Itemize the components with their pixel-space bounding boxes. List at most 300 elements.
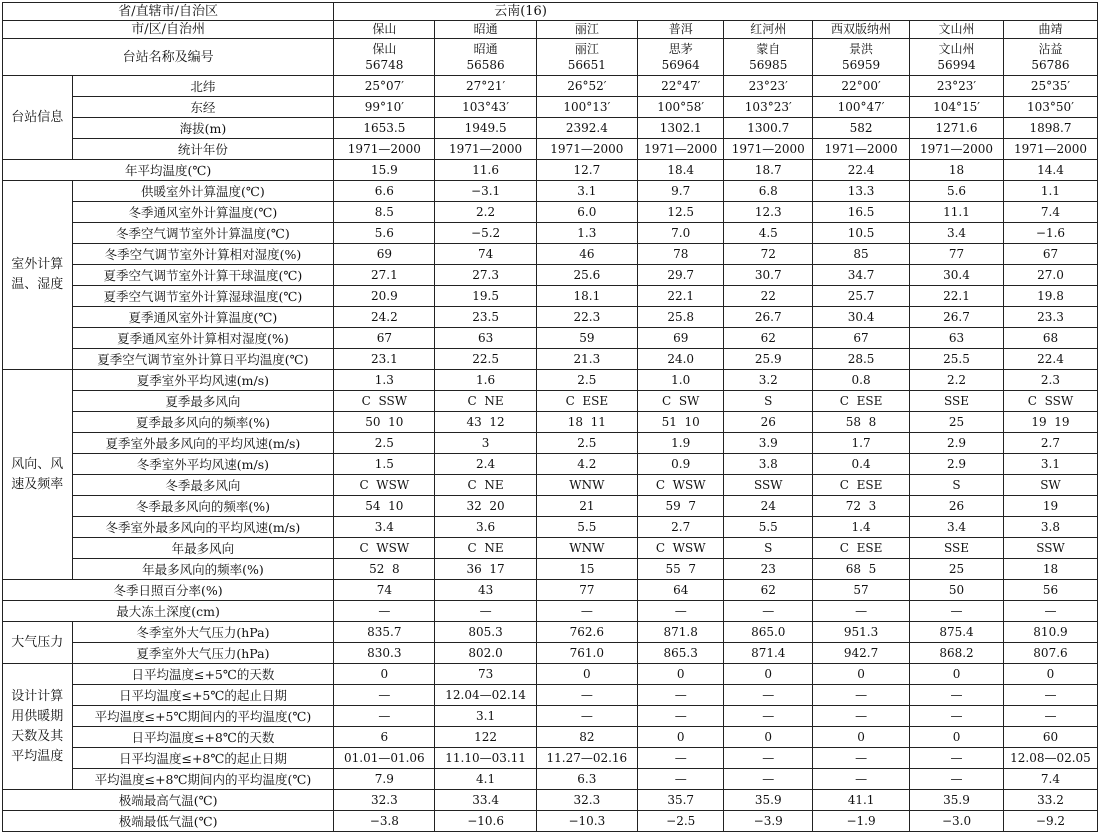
row-label: 夏季室外最多风向的平均风速(m/s) <box>72 433 334 454</box>
row-label: 夏季最多风向 <box>72 391 334 412</box>
station-id: 56651 <box>567 58 606 72</box>
row-label: 冬季最多风向 <box>72 475 334 496</box>
value-cell: 1971—2000 <box>536 139 637 160</box>
value-cell: 59 7 <box>637 496 723 517</box>
value-cell: 6.8 <box>724 181 813 202</box>
value-cell: — <box>724 685 813 706</box>
row-label: 海拔(m) <box>72 118 334 139</box>
value-cell: 23°23′ <box>910 76 1004 97</box>
value-cell: 30.4 <box>813 307 910 328</box>
value-cell: 26 <box>910 496 1004 517</box>
city-cell: 普洱 <box>637 21 723 39</box>
value-cell: 1.3 <box>334 370 435 391</box>
value-cell: — <box>637 769 723 790</box>
value-cell: 3.1 <box>536 181 637 202</box>
value-cell: 761.0 <box>536 643 637 664</box>
data-row <box>3 748 1098 769</box>
value-cell: 3.9 <box>724 433 813 454</box>
data-row <box>3 286 1098 307</box>
row-label: 冬季室外大气压力(hPa) <box>72 622 334 643</box>
station-id: 56994 <box>937 58 976 72</box>
value-cell: S <box>724 391 813 412</box>
city-cell: 昭通 <box>435 21 536 39</box>
value-cell: — <box>536 706 637 727</box>
value-cell: 6.3 <box>536 769 637 790</box>
data-row <box>3 97 1098 118</box>
value-cell: 103°50′ <box>1003 97 1097 118</box>
value-cell: 32 20 <box>435 496 536 517</box>
data-row <box>3 160 1098 181</box>
value-cell: C ESE <box>813 538 910 559</box>
value-cell: 6.6 <box>334 181 435 202</box>
data-row <box>3 244 1098 265</box>
value-cell: 72 3 <box>813 496 910 517</box>
value-cell: 12.04—02.14 <box>435 685 536 706</box>
data-row <box>3 181 1098 202</box>
value-cell: 22°00′ <box>813 76 910 97</box>
value-cell: 1971—2000 <box>910 139 1004 160</box>
value-cell: 25.5 <box>910 349 1004 370</box>
value-cell: 2.5 <box>334 433 435 454</box>
row-label: 夏季最多风向的频率(%) <box>72 412 334 433</box>
value-cell: 32.3 <box>334 790 435 811</box>
value-cell: C WSW <box>334 538 435 559</box>
province-value: 云南(16) <box>334 3 1098 21</box>
value-cell: C WSW <box>637 538 723 559</box>
value-cell: 0 <box>910 727 1004 748</box>
value-cell: 50 10 <box>334 412 435 433</box>
row-label: 日平均温度≤+5℃的天数 <box>72 664 334 685</box>
value-cell: SSE <box>910 538 1004 559</box>
row-label: 日平均温度≤+8℃的天数 <box>72 727 334 748</box>
value-cell: 4.1 <box>435 769 536 790</box>
value-cell: 21 <box>536 496 637 517</box>
value-cell: 942.7 <box>813 643 910 664</box>
value-cell: 22.4 <box>1003 349 1097 370</box>
station-name: 昭通 <box>473 42 498 56</box>
value-cell: 1.4 <box>813 517 910 538</box>
value-cell: 11.6 <box>435 160 536 181</box>
value-cell: 103°43′ <box>435 97 536 118</box>
value-cell: 19 <box>1003 496 1097 517</box>
station-name: 丽江 <box>574 42 599 56</box>
value-cell: — <box>910 748 1004 769</box>
value-cell: 26 <box>724 412 813 433</box>
value-cell: 68 5 <box>813 559 910 580</box>
value-cell: 805.3 <box>435 622 536 643</box>
row-label: 冬季最多风向的频率(%) <box>72 496 334 517</box>
value-cell: 8.5 <box>334 202 435 223</box>
row-label: 极端最高气温(℃) <box>3 790 334 811</box>
value-cell: 25.6 <box>536 265 637 286</box>
value-cell: 68 <box>1003 328 1097 349</box>
value-cell: 2.9 <box>910 433 1004 454</box>
value-cell: 1.6 <box>435 370 536 391</box>
value-cell: 1300.7 <box>724 118 813 139</box>
value-cell: — <box>1003 601 1097 622</box>
value-cell: 2.7 <box>637 517 723 538</box>
value-cell: 0.8 <box>813 370 910 391</box>
value-cell: 18.1 <box>536 286 637 307</box>
value-cell: — <box>910 601 1004 622</box>
value-cell: 12.7 <box>536 160 637 181</box>
value-cell: 67 <box>813 328 910 349</box>
value-cell: 62 <box>724 328 813 349</box>
row-label: 东经 <box>72 97 334 118</box>
value-cell: 78 <box>637 244 723 265</box>
value-cell: WNW <box>536 538 637 559</box>
station-name: 思茅 <box>668 42 693 56</box>
value-cell: 875.4 <box>910 622 1004 643</box>
value-cell: SSE <box>910 391 1004 412</box>
value-cell: −10.6 <box>435 811 536 832</box>
value-cell: 27°21′ <box>435 76 536 97</box>
data-row <box>3 307 1098 328</box>
value-cell: 67 <box>1003 244 1097 265</box>
value-cell: 11.27—02.16 <box>536 748 637 769</box>
value-cell: 58 8 <box>813 412 910 433</box>
value-cell: 2.7 <box>1003 433 1097 454</box>
data-row <box>3 475 1098 496</box>
value-cell: 27.1 <box>334 265 435 286</box>
value-cell: 1.3 <box>536 223 637 244</box>
value-cell: 22°47′ <box>637 76 723 97</box>
value-cell: 865.0 <box>724 622 813 643</box>
value-cell: — <box>1003 685 1097 706</box>
station-id: 56985 <box>749 58 788 72</box>
data-row <box>3 265 1098 286</box>
value-cell: — <box>1003 706 1097 727</box>
row-label: 平均温度≤+5℃期间内的平均温度(℃) <box>72 706 334 727</box>
row-label: 日平均温度≤+8℃的起止日期 <box>72 748 334 769</box>
value-cell: 82 <box>536 727 637 748</box>
data-row <box>3 622 1098 643</box>
value-cell: 5.5 <box>536 517 637 538</box>
value-cell: −10.3 <box>536 811 637 832</box>
value-cell: 871.8 <box>637 622 723 643</box>
value-cell: 810.9 <box>1003 622 1097 643</box>
value-cell: 22.1 <box>910 286 1004 307</box>
value-cell: 0 <box>910 664 1004 685</box>
value-cell: 3.8 <box>1003 517 1097 538</box>
station-id: 56959 <box>841 58 881 72</box>
station-id: 56748 <box>365 58 404 72</box>
station-cell <box>536 39 637 76</box>
value-cell: 30.7 <box>724 265 813 286</box>
province-label: 省/直辖市/自治区 <box>3 3 334 21</box>
value-cell: 12.3 <box>724 202 813 223</box>
value-cell: 0.9 <box>637 454 723 475</box>
value-cell: 74 <box>435 244 536 265</box>
value-cell: C ESE <box>536 391 637 412</box>
value-cell: 25 <box>910 412 1004 433</box>
value-cell: — <box>435 601 536 622</box>
value-cell: 1971—2000 <box>1003 139 1097 160</box>
city-cell: 曲靖 <box>1003 21 1097 39</box>
value-cell: 1971—2000 <box>813 139 910 160</box>
value-cell: SSW <box>724 475 813 496</box>
value-cell: 3.1 <box>1003 454 1097 475</box>
station-row <box>3 39 1098 76</box>
data-row <box>3 769 1098 790</box>
data-row <box>3 349 1098 370</box>
row-label: 冬季空气调节室外计算温度(℃) <box>72 223 334 244</box>
value-cell: 29.7 <box>637 265 723 286</box>
value-cell: 23.5 <box>435 307 536 328</box>
value-cell: 830.3 <box>334 643 435 664</box>
value-cell: 582 <box>813 118 910 139</box>
row-label: 供暖室外计算温度(℃) <box>72 181 334 202</box>
value-cell: — <box>910 769 1004 790</box>
value-cell: −3.8 <box>334 811 435 832</box>
value-cell: −3.9 <box>724 811 813 832</box>
value-cell: 60 <box>1003 727 1097 748</box>
value-cell: 34.7 <box>813 265 910 286</box>
value-cell: 01.01—01.06 <box>334 748 435 769</box>
value-cell: C NE <box>435 538 536 559</box>
value-cell: C SW <box>637 391 723 412</box>
value-cell: 0 <box>637 664 723 685</box>
value-cell: — <box>334 685 435 706</box>
value-cell: 15 <box>536 559 637 580</box>
row-label: 最大冻土深度(cm) <box>3 601 334 622</box>
value-cell: 5.6 <box>334 223 435 244</box>
data-row <box>3 643 1098 664</box>
value-cell: 22.4 <box>813 160 910 181</box>
value-cell: 1302.1 <box>637 118 723 139</box>
value-cell: — <box>724 706 813 727</box>
value-cell: 18 11 <box>536 412 637 433</box>
value-cell: 3.2 <box>724 370 813 391</box>
value-cell: 23 <box>724 559 813 580</box>
value-cell: C ESE <box>813 475 910 496</box>
value-cell: 25.9 <box>724 349 813 370</box>
value-cell: 20.9 <box>334 286 435 307</box>
data-row <box>3 727 1098 748</box>
value-cell: 59 <box>536 328 637 349</box>
value-cell: 865.3 <box>637 643 723 664</box>
station-id: 56586 <box>466 58 505 72</box>
value-cell: 951.3 <box>813 622 910 643</box>
row-label: 统计年份 <box>72 139 334 160</box>
value-cell: 23°23′ <box>724 76 813 97</box>
value-cell: 18 <box>910 160 1004 181</box>
value-cell: 1971—2000 <box>724 139 813 160</box>
group-label: 台站信息 <box>3 76 73 160</box>
value-cell: SSW <box>1003 538 1097 559</box>
value-cell: 43 <box>435 580 536 601</box>
row-label: 冬季日照百分率(%) <box>3 580 334 601</box>
value-cell: 2392.4 <box>536 118 637 139</box>
value-cell: 26.7 <box>910 307 1004 328</box>
data-row <box>3 706 1098 727</box>
value-cell: 55 7 <box>637 559 723 580</box>
group-label: 大气压力 <box>3 622 73 664</box>
row-label: 极端最低气温(℃) <box>3 811 334 832</box>
row-label: 夏季通风室外计算温度(℃) <box>72 307 334 328</box>
value-cell: — <box>637 601 723 622</box>
value-cell: — <box>724 769 813 790</box>
value-cell: 1.5 <box>334 454 435 475</box>
value-cell: 3.4 <box>910 223 1004 244</box>
value-cell: 15.9 <box>334 160 435 181</box>
value-cell: 9.7 <box>637 181 723 202</box>
value-cell: 72 <box>724 244 813 265</box>
station-name: 景洪 <box>849 42 874 56</box>
value-cell: — <box>536 685 637 706</box>
row-label: 北纬 <box>72 76 334 97</box>
value-cell: 100°58′ <box>637 97 723 118</box>
station-id: 56964 <box>661 58 700 72</box>
value-cell: 18.7 <box>724 160 813 181</box>
station-name: 蒙自 <box>756 42 781 56</box>
value-cell: 69 <box>334 244 435 265</box>
value-cell: 1271.6 <box>910 118 1004 139</box>
data-row <box>3 517 1098 538</box>
data-row <box>3 685 1098 706</box>
station-name: 文山州 <box>938 42 975 56</box>
value-cell: 19 19 <box>1003 412 1097 433</box>
value-cell: 0 <box>637 727 723 748</box>
value-cell: 18.4 <box>637 160 723 181</box>
value-cell: 19.8 <box>1003 286 1097 307</box>
value-cell: 2.4 <box>435 454 536 475</box>
value-cell: 30.4 <box>910 265 1004 286</box>
row-label: 夏季空气调节室外计算湿球温度(℃) <box>72 286 334 307</box>
value-cell: 3.4 <box>910 517 1004 538</box>
value-cell: 0.4 <box>813 454 910 475</box>
value-cell: — <box>637 748 723 769</box>
value-cell: — <box>637 706 723 727</box>
city-cell: 保山 <box>334 21 435 39</box>
value-cell: 57 <box>813 580 910 601</box>
station-cell <box>334 39 435 76</box>
value-cell: — <box>910 685 1004 706</box>
value-cell: −9.2 <box>1003 811 1097 832</box>
row-label: 平均温度≤+8℃期间内的平均温度(℃) <box>72 769 334 790</box>
value-cell: 27.0 <box>1003 265 1097 286</box>
data-row <box>3 433 1098 454</box>
data-row <box>3 328 1098 349</box>
value-cell: 24 <box>724 496 813 517</box>
data-row <box>3 370 1098 391</box>
data-row <box>3 412 1098 433</box>
value-cell: 100°47′ <box>813 97 910 118</box>
value-cell: 1.1 <box>1003 181 1097 202</box>
value-cell: 28.5 <box>813 349 910 370</box>
value-cell: 3.8 <box>724 454 813 475</box>
value-cell: 0 <box>813 727 910 748</box>
value-cell: 22.1 <box>637 286 723 307</box>
row-label: 冬季室外平均风速(m/s) <box>72 454 334 475</box>
value-cell: 104°15′ <box>910 97 1004 118</box>
value-cell: 24.2 <box>334 307 435 328</box>
row-label: 夏季室外大气压力(hPa) <box>72 643 334 664</box>
value-cell: 21.3 <box>536 349 637 370</box>
city-row <box>3 21 1098 39</box>
row-label: 夏季通风室外计算相对湿度(%) <box>72 328 334 349</box>
city-cell: 红河州 <box>724 21 813 39</box>
province-row <box>3 3 1098 21</box>
value-cell: 835.7 <box>334 622 435 643</box>
station-cell <box>813 39 910 76</box>
data-row <box>3 223 1098 244</box>
value-cell: 25°35′ <box>1003 76 1097 97</box>
value-cell: 51 10 <box>637 412 723 433</box>
row-label: 冬季室外最多风向的平均风速(m/s) <box>72 517 334 538</box>
value-cell: 1.7 <box>813 433 910 454</box>
value-cell: 871.4 <box>724 643 813 664</box>
row-label: 年最多风向 <box>72 538 334 559</box>
data-row <box>3 790 1098 811</box>
value-cell: 0 <box>1003 664 1097 685</box>
value-cell: — <box>813 685 910 706</box>
value-cell: 2.5 <box>536 370 637 391</box>
data-row <box>3 202 1098 223</box>
value-cell: 22.3 <box>536 307 637 328</box>
row-label: 夏季空气调节室外计算日平均温度(℃) <box>72 349 334 370</box>
value-cell: 6.0 <box>536 202 637 223</box>
value-cell: 99°10′ <box>334 97 435 118</box>
value-cell: — <box>813 706 910 727</box>
value-cell: — <box>536 601 637 622</box>
value-cell: — <box>334 706 435 727</box>
value-cell: −1.9 <box>813 811 910 832</box>
station-id: 56786 <box>1031 58 1070 72</box>
station-cell <box>1003 39 1097 76</box>
value-cell: 1653.5 <box>334 118 435 139</box>
value-cell: 807.6 <box>1003 643 1097 664</box>
value-cell: 2.9 <box>910 454 1004 475</box>
city-cell: 西双版纳州 <box>813 21 910 39</box>
value-cell: 2.5 <box>536 433 637 454</box>
value-cell: 11.10—03.11 <box>435 748 536 769</box>
city-cell: 文山州 <box>910 21 1004 39</box>
group-label: 室外计算温、湿度 <box>3 181 73 370</box>
value-cell: C SSW <box>334 391 435 412</box>
value-cell: 46 <box>536 244 637 265</box>
value-cell: 63 <box>910 328 1004 349</box>
value-cell: 1971—2000 <box>334 139 435 160</box>
value-cell: 18 <box>1003 559 1097 580</box>
value-cell: — <box>910 706 1004 727</box>
value-cell: 43 12 <box>435 412 536 433</box>
value-cell: S <box>724 538 813 559</box>
row-label: 冬季通风室外计算温度(℃) <box>72 202 334 223</box>
value-cell: 74 <box>334 580 435 601</box>
city-cell: 丽江 <box>536 21 637 39</box>
data-row <box>3 601 1098 622</box>
value-cell: 67 <box>334 328 435 349</box>
value-cell: 24.0 <box>637 349 723 370</box>
group-label: 设计计算用供暖期天数及其平均温度 <box>3 664 73 790</box>
value-cell: C WSW <box>637 475 723 496</box>
value-cell: −1.6 <box>1003 223 1097 244</box>
value-cell: 35.9 <box>910 790 1004 811</box>
value-cell: 0 <box>334 664 435 685</box>
value-cell: 6 <box>334 727 435 748</box>
value-cell: 7.4 <box>1003 769 1097 790</box>
value-cell: 41.1 <box>813 790 910 811</box>
station-name: 保山 <box>372 42 397 56</box>
value-cell: 26.7 <box>724 307 813 328</box>
value-cell: 1971—2000 <box>435 139 536 160</box>
row-label: 年最多风向的频率(%) <box>72 559 334 580</box>
climate-data-table <box>2 2 1098 832</box>
value-cell: 12.5 <box>637 202 723 223</box>
value-cell: — <box>724 601 813 622</box>
row-label: 夏季室外平均风速(m/s) <box>72 370 334 391</box>
